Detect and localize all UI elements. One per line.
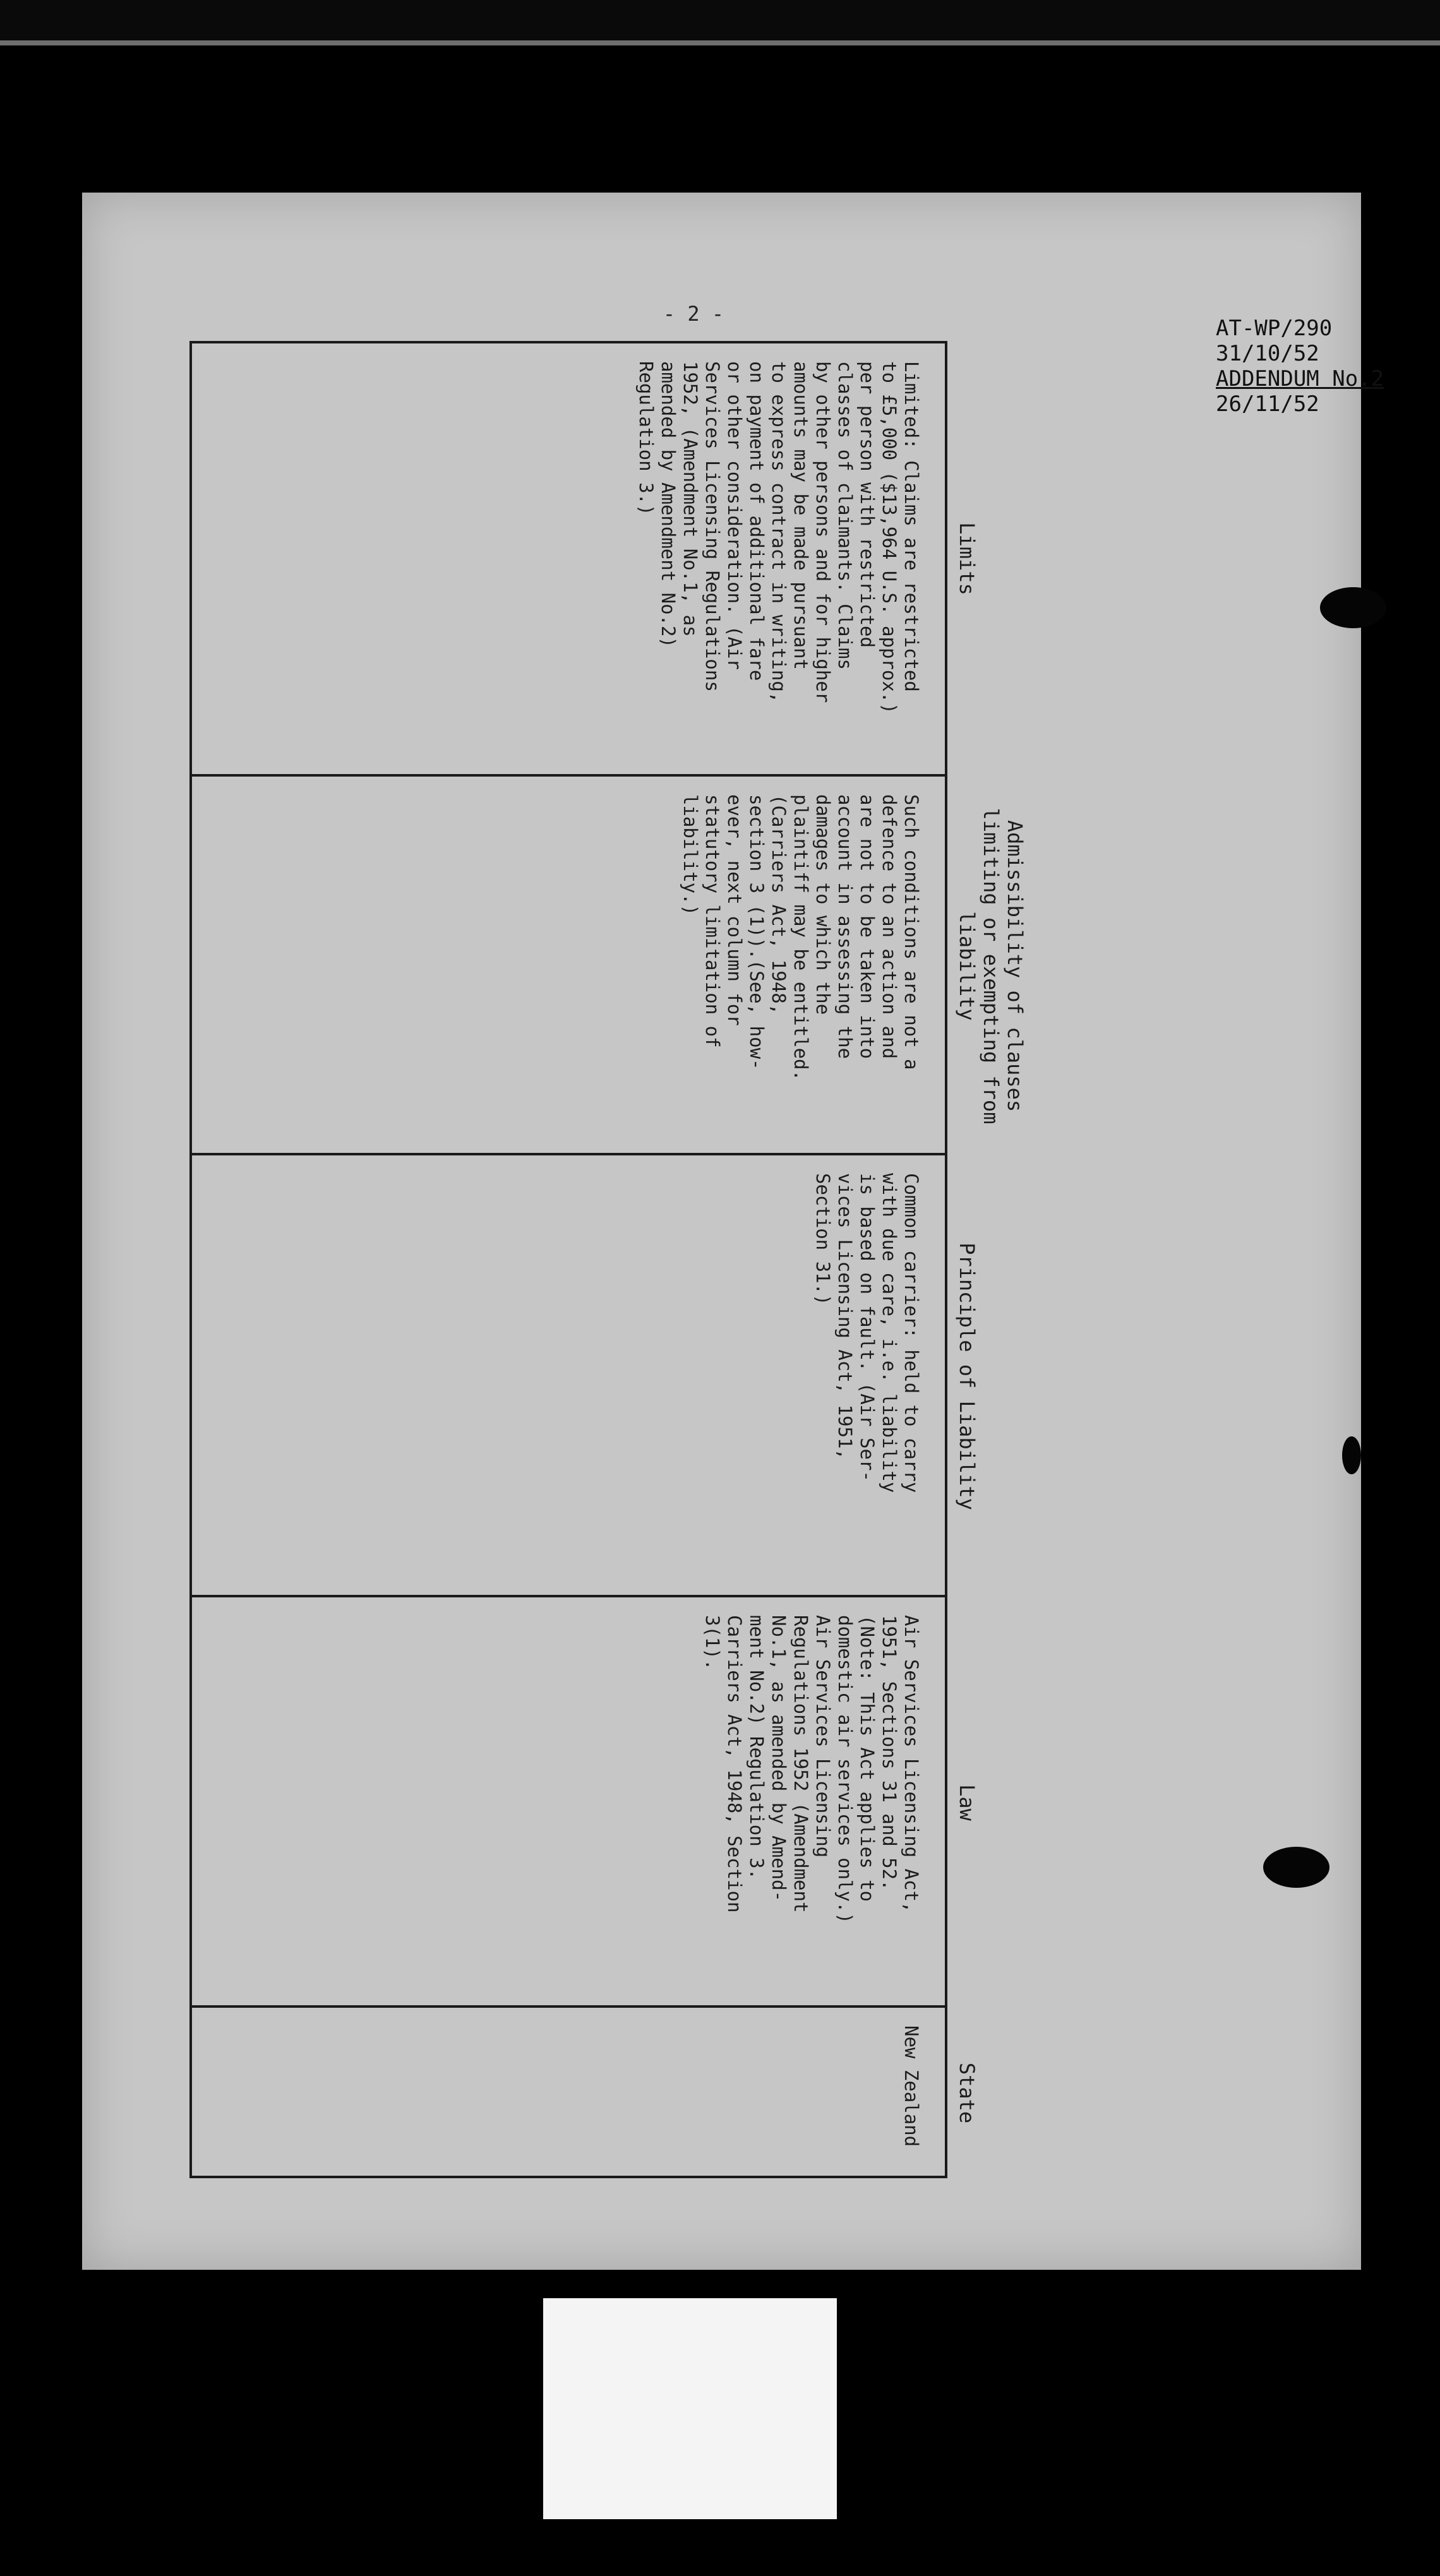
punch-hole-mark bbox=[1263, 1847, 1329, 1888]
cell-state: New Zealand bbox=[189, 2008, 947, 2178]
table-bottom-rule bbox=[189, 341, 192, 2178]
cell-limits: Limited: Claims are restricted to £5,000 ($13,964 U.S. approx.) per person with restricted classes of claimants. Claims by other persons and for higher amounts may be made pursuant to express contract in writing, on payment of additional fare or other consideration. (Air Services Licensing Regulations 1952, (Amendment No.1, as amended by Amendment No.2) Regulation 3.) bbox=[189, 341, 947, 777]
column-limits bbox=[189, 341, 1118, 777]
rotated-table-container bbox=[189, 341, 1118, 2178]
document-reference-block bbox=[1216, 316, 1405, 417]
white-label-card bbox=[543, 2298, 837, 2519]
edge-mark bbox=[1342, 1436, 1361, 1474]
cell-law: Air Services Licensing Act, 1951, Sections 31 and 52. (Note: This Act applies to domestic air services only.) Air Services Licensing Regulations 1952 (Amendment No.1, as amended by Amend- ment No.2) Regulation 3. Carriers Act, 1948, Section 3(1). bbox=[189, 1597, 947, 2008]
doc-date: 31/10/52 bbox=[1216, 341, 1319, 366]
doc-ref: AT-WP/290 bbox=[1216, 316, 1333, 341]
liability-table bbox=[189, 341, 1118, 2178]
addendum-label: ADDENDUM No.2 bbox=[1216, 366, 1384, 391]
header-admissibility: Admissibility of clauses limiting or exempting from liability bbox=[955, 808, 1027, 1124]
header-state: State bbox=[955, 2062, 979, 2124]
column-admissibility bbox=[189, 777, 1118, 1155]
scanner-edge-line bbox=[0, 40, 1440, 45]
addendum-date: 26/11/52 bbox=[1216, 391, 1319, 417]
cell-principle: Common carrier: held to carry with due care, i.e. liability is based on fault. (Air Ser- vices Licensing Act, 1951, Section 31.) bbox=[189, 1155, 947, 1597]
column-law bbox=[189, 1597, 1118, 2008]
scanner-top-strip bbox=[0, 0, 1440, 44]
page-number: - 2 - bbox=[663, 302, 724, 326]
header-principle: Principle of Liability bbox=[955, 1243, 979, 1510]
column-state bbox=[189, 2008, 1118, 2178]
cell-admissibility: Such conditions are not a defence to an action and are not to be taken into account in assessing the damages to which the plaintiff may be entitled. (Carriers Act, 1948, section 3 (1)).(See, how- ever, next column for statutory limitation of liability.) bbox=[189, 777, 947, 1155]
punch-hole-mark bbox=[1320, 587, 1386, 628]
header-law: Law bbox=[955, 1784, 979, 1821]
column-principle bbox=[189, 1155, 1118, 1597]
header-limits: Limits bbox=[955, 522, 979, 595]
